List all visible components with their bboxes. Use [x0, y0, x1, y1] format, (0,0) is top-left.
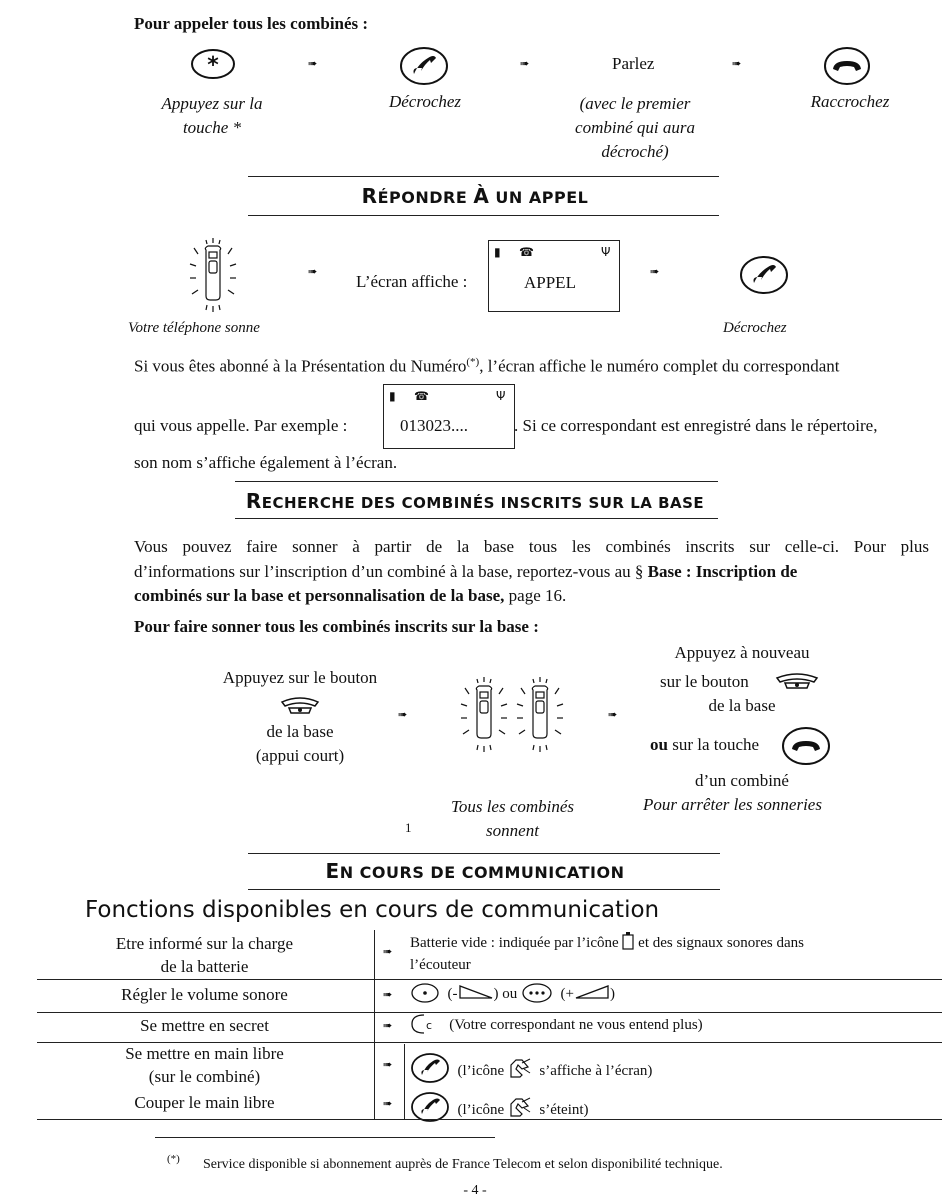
- divider: [235, 518, 718, 519]
- cli-paragraph-line1: Si vous êtes abonné à la Présentation du Numéro(*), l’écran affiche le numéro complet du correspondant: [134, 356, 840, 376]
- arrow-icon: ➠: [383, 1097, 392, 1110]
- step-caption-pickup: Décrochez: [388, 92, 462, 111]
- divider: [248, 215, 719, 216]
- table-row-handsfree-right: (l’icône s’affiche à l’écran): [410, 1052, 652, 1084]
- antenna-icon: Ψ: [496, 389, 506, 403]
- table-row-divider: [37, 1012, 942, 1013]
- paging-right-line4: d’un combiné: [695, 771, 789, 790]
- paging-left-line1: Appuyez sur le bouton: [222, 668, 378, 687]
- paging-left-line2: de la base: [266, 722, 334, 741]
- arrow-icon: ➠: [308, 57, 317, 70]
- arrow-icon: ➠: [608, 708, 617, 721]
- off-hook-key-icon: [738, 255, 790, 295]
- antenna-icon: Ψ: [601, 245, 611, 259]
- divider: [248, 889, 720, 890]
- paging-left-line3: (appui court): [255, 746, 345, 765]
- step-caption-talk: (avec le premier combiné qui aura décroché): [575, 94, 695, 161]
- screen-number: 013023....: [400, 416, 468, 435]
- handset-icon: ☎: [414, 389, 429, 403]
- paging-right-line3: de la base: [708, 696, 776, 715]
- functions-title: Fonctions disponibles en cours de communication: [85, 897, 660, 923]
- arrow-icon: ➠: [398, 708, 407, 721]
- search-subheading: Pour faire sonner tous les combinés inscrits sur la base :: [134, 617, 539, 636]
- divider: [248, 853, 720, 854]
- off-hook-key-icon: [410, 1052, 450, 1084]
- section-title-search: RECHERCHE DES COMBINÉS INSCRITS SUR LA BASE: [245, 489, 705, 513]
- call-all-heading: Pour appeler tous les combinés :: [134, 14, 369, 33]
- table-row-mute-left: Se mettre en secret: [140, 1016, 269, 1035]
- volume-increase-icon: [574, 984, 610, 1000]
- footnote-rule: [155, 1137, 495, 1138]
- arrow-icon: ➠: [383, 1019, 392, 1032]
- mute-key-icon: [410, 1014, 438, 1034]
- table-row-divider: [37, 979, 942, 980]
- cli-paragraph-line2a: qui vous appelle. Par exemple :: [134, 416, 348, 435]
- search-para-line3: combinés sur la base et personnalisation de la base, page 16.: [134, 586, 567, 605]
- paging-right-caption: Pour arrêter les sonneries: [643, 795, 822, 814]
- paging-right-line1: Appuyez à nouveau: [674, 643, 810, 662]
- footnote-text: Service disponible si abonnement auprès de France Telecom et selon disponibilité technique.: [203, 1157, 723, 1172]
- ringing-caption: Votre téléphone sonne: [128, 320, 260, 336]
- arrow-icon: ➠: [520, 57, 529, 70]
- table-row-volume-right: (- ) ou (+ ): [410, 983, 615, 1005]
- search-para-line1: Vous pouvez faire sonner à partir de la base tous les combinés inscrits sur celle-ci. Pour plus: [134, 537, 929, 556]
- handsfree-icon: [508, 1057, 532, 1079]
- hang-up-key-icon: [780, 726, 832, 766]
- ringing-phone-icon: [184, 238, 242, 314]
- page-number: - 4 -: [463, 1183, 487, 1198]
- cli-paragraph-line3: son nom s’affiche également à l’écran.: [134, 453, 398, 472]
- table-row-handsfree-off-right: (l’icône s’éteint): [410, 1091, 589, 1123]
- off-hook-key-icon: [398, 46, 450, 86]
- table-row-mute-right: c (Votre correspondant ne vous entend plus): [410, 1014, 703, 1036]
- table-row-handsfree-left: Se mettre en main libre (sur le combiné): [125, 1044, 284, 1086]
- section-title-in-call: EN COURS DE COMMUNICATION: [325, 859, 625, 883]
- star-key-icon: [190, 48, 236, 80]
- table-row-battery-left: Etre informé sur la charge de la batterie: [115, 934, 294, 976]
- divider: [248, 176, 719, 177]
- base-page-button-icon: [279, 696, 321, 716]
- volume-decrease-icon: [458, 984, 494, 1000]
- arrow-icon: ➠: [383, 945, 392, 958]
- arrow-icon: ➠: [383, 988, 392, 1001]
- divider: [235, 481, 718, 482]
- arrow-icon: ➠: [383, 1058, 392, 1071]
- volume-up-key-icon: [521, 983, 553, 1003]
- battery-icon: ▮: [389, 389, 396, 403]
- arrow-icon: ➠: [732, 57, 741, 70]
- step-caption-hangup: Raccrochez: [810, 92, 890, 111]
- stray-mark: 1: [405, 820, 412, 835]
- table-row-battery-right: Batterie vide : indiquée par l’icône et des signaux sonores dans l’écouteur: [410, 932, 935, 976]
- handsfree-icon: [508, 1096, 532, 1118]
- table-column-divider: [374, 930, 375, 1120]
- table-row-handsfree-off-left: Couper le main libre: [134, 1093, 275, 1112]
- screen-label: L’écran affiche :: [356, 272, 468, 291]
- volume-down-key-icon: [410, 983, 440, 1003]
- table-bottom-border: [37, 1119, 942, 1120]
- handset-icon: ☎: [519, 245, 534, 259]
- talk-label: Parlez: [612, 54, 655, 73]
- hang-up-key-icon: [822, 46, 872, 86]
- pickup-caption: Décrochez: [723, 320, 787, 336]
- display-screen-cli: [383, 384, 515, 449]
- screen-text: APPEL: [524, 273, 576, 292]
- table-inner-divider: [404, 1044, 405, 1120]
- search-para-line2: d’informations sur l’inscription d’un combiné à la base, reportez-vous au § Base : Inscription de: [134, 562, 798, 581]
- display-screen: [488, 240, 620, 312]
- table-row-volume-left: Régler le volume sonore: [121, 985, 288, 1004]
- svg-text:c: c: [426, 1019, 433, 1032]
- ringing-handsets-icon: [455, 676, 571, 756]
- svg-text:*: *: [207, 53, 219, 78]
- footnote-mark: (*): [167, 1153, 180, 1165]
- section-title-answer: RÉPONDRE À UN APPEL: [361, 184, 589, 208]
- battery-icon: ▮: [494, 245, 501, 259]
- base-page-button-icon: [774, 672, 820, 690]
- cli-paragraph-line2b: . Si ce correspondant est enregistré dans le répertoire,: [514, 416, 878, 435]
- step-caption-star: Appuyez sur la touche *: [161, 94, 263, 137]
- paging-right-line2: sur le bouton: [660, 672, 749, 691]
- paging-right-or: ou sur la touche: [650, 735, 760, 754]
- paging-middle-caption: Tous les combinés sonnent: [450, 797, 575, 840]
- arrow-icon: ➠: [650, 265, 659, 278]
- arrow-icon: ➠: [308, 265, 317, 278]
- empty-battery-icon: [622, 932, 634, 950]
